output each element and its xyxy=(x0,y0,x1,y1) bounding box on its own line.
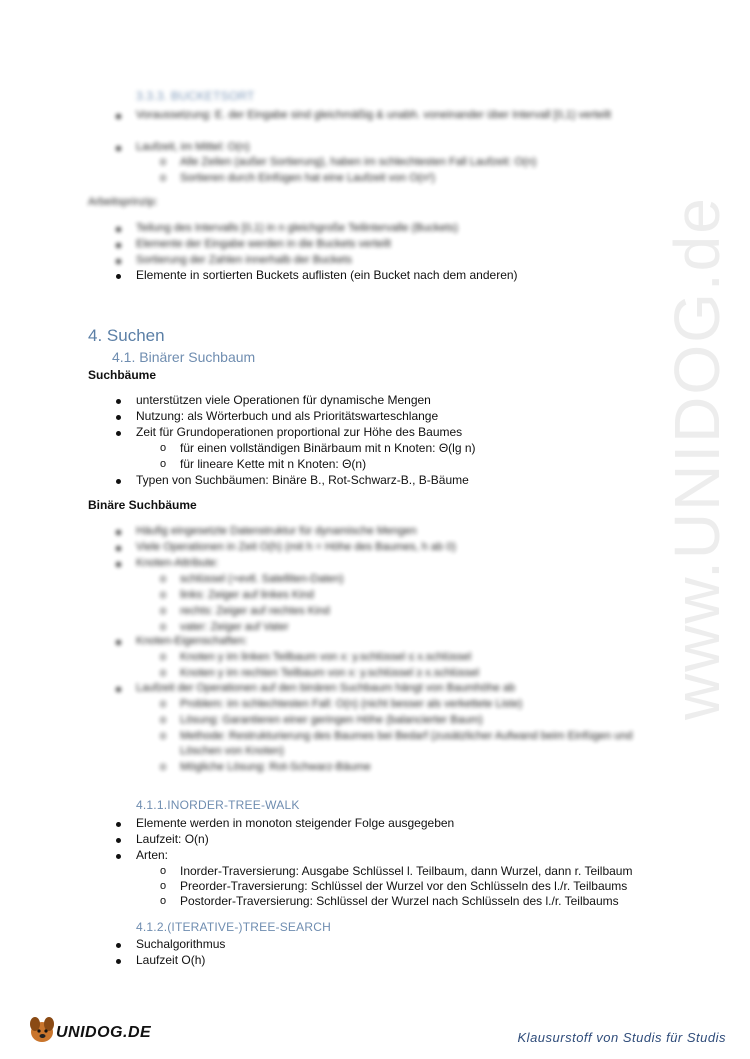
sub-bullet-text: vater: Zeiger auf Vater xyxy=(180,621,289,633)
sub-bullet-text: Mögliche Lösung: Rot-Schwarz-Bäume xyxy=(180,761,371,773)
sub-bullet-text: Methode: Restrukturierung des Baumes bei Bedarf (zusätzlicher Aufwand beim Einfügen und xyxy=(180,730,633,742)
sub-bullet-text-continued: Löschen von Knoten) xyxy=(180,745,284,757)
bullet-text: Nutzung: als Wörterbuch und als Prioritätswarteschlange xyxy=(136,409,439,423)
bullet-dot xyxy=(116,227,121,232)
bullet-text: Arten: xyxy=(136,848,169,862)
bullet-dot xyxy=(116,431,121,436)
bullet-dot xyxy=(116,822,121,827)
bullet-dot xyxy=(116,562,121,567)
sub-bullet-text: links: Zeiger auf linkes Kind xyxy=(180,589,314,601)
sub-bullet-text: Knoten y im linken Teilbaum von x: y.schlüssel ≤ x.schlüssel xyxy=(180,651,472,663)
bullet-dot xyxy=(116,854,121,859)
bucketsort-heading: 3.3.3. BUCKETSORT xyxy=(136,89,255,103)
sub-bullet-text: Inorder-Traversierung: Ausgabe Schlüssel l. Teilbaum, dann Wurzel, dann r. Teilbaum xyxy=(180,864,633,878)
bullet-text: Laufzeit O(h) xyxy=(136,953,206,967)
sub-bullet-circle: o xyxy=(160,880,167,892)
sub-bullet-circle: o xyxy=(160,621,167,633)
sub-bullet-circle: o xyxy=(160,442,167,454)
unidog-logo[interactable] xyxy=(26,1012,166,1048)
subsection-heading-binaerer-suchbaum: 4.1. Binärer Suchbaum xyxy=(112,349,256,365)
sub-bullet-circle: o xyxy=(160,714,167,726)
bullet-dot xyxy=(116,943,121,948)
bullet-dot xyxy=(116,399,121,404)
sub-bullet-text: Alle Zeilen (außer Sortierung), haben im schlechtesten Fall Laufzeit: O(n) xyxy=(180,156,537,168)
dog-icon xyxy=(26,1012,60,1046)
bullet-text: Voraussetzung: E. der Eingabe sind gleichmäßig & unabh. voneinander über Intervall [0,1) verteilt xyxy=(136,109,612,121)
sub-bullet-circle: o xyxy=(160,605,167,617)
bullet-dot xyxy=(116,479,121,484)
sub-bullet-circle: o xyxy=(160,698,167,710)
bullet-dot xyxy=(116,415,121,420)
sub-bullet-circle: o xyxy=(160,895,167,907)
bullet-text: Suchalgorithmus xyxy=(136,937,226,951)
bullet-text: Elemente der Eingabe werden in die Buckets verteilt xyxy=(136,238,391,250)
bullet-text: Teilung des Intervalls [0,1) in n gleichgroße Teilintervalle (Buckets) xyxy=(136,222,459,234)
sub-bullet-circle: o xyxy=(160,573,167,585)
bullet-dot xyxy=(116,274,121,279)
sub-bullet-text: Preorder-Traversierung: Schlüssel der Wurzel vor den Schlüsseln des l./r. Teilbaums xyxy=(180,879,628,893)
sub-bullet-text: Lösung: Garantieren einer geringen Höhe (balancierter Baum) xyxy=(180,714,483,726)
bullet-dot xyxy=(116,243,121,248)
bullet-text: Knoten-Attribute: xyxy=(136,557,219,569)
sub-bullet-text: schlüssel (+evtl. Satelliten-Daten) xyxy=(180,573,344,585)
logo-text: UNIDOG.DE xyxy=(56,1024,152,1041)
bullet-text: Typen von Suchbäumen: Binäre B., Rot-Schwarz-B., B-Bäume xyxy=(136,473,469,487)
sub-bullet-text: Postorder-Traversierung: Schlüssel der Wurzel nach Schlüsseln des l./r. Teilbaums xyxy=(180,894,619,908)
binaere-suchbaeume-label: Binäre Suchbäume xyxy=(88,498,197,512)
inorder-tree-walk-heading: 4.1.1.INORDER-TREE-WALK xyxy=(136,798,300,812)
sub-bullet-circle: o xyxy=(160,865,167,877)
bullet-text: Häufig eingesetzte Datenstruktur für dynamische Mengen xyxy=(136,525,417,537)
sub-bullet-text: rechts: Zeiger auf rechtes Kind xyxy=(180,605,330,617)
section-heading-suchen: 4. Suchen xyxy=(88,326,165,345)
bullet-dot xyxy=(116,546,121,551)
sub-bullet-circle: o xyxy=(160,172,167,184)
bullet-text: Sortierung der Zahlen innerhalb der Buckets xyxy=(136,254,352,266)
sub-bullet-text: Knoten y im rechten Teilbaum von x: y.schlüssel ≥ x.schlüssel xyxy=(180,667,480,679)
bullet-dot xyxy=(116,838,121,843)
tree-search-heading: 4.1.2.(ITERATIVE-)TREE-SEARCH xyxy=(136,920,331,934)
bullet-text: Elemente in sortierten Buckets auflisten (ein Bucket nach dem anderen) xyxy=(136,268,518,282)
footer-tagline: Klausurstoff von Studis für Studis xyxy=(517,1030,726,1045)
sub-bullet-text: für einen vollständigen Binärbaum mit n Knoten: Θ(lg n) xyxy=(180,441,476,455)
bullet-text: Zeit für Grundoperationen proportional zur Höhe des Baumes xyxy=(136,425,463,439)
bullet-dot xyxy=(116,146,121,151)
bullet-text: Laufzeit, im Mittel: O(n) xyxy=(136,141,250,153)
watermark-text: www.UNIDOG.de xyxy=(661,196,733,720)
bullet-text: Elemente werden in monoton steigender Folge ausgegeben xyxy=(136,816,455,830)
sub-bullet-circle: o xyxy=(160,156,167,168)
bullet-text: Laufzeit: O(n) xyxy=(136,832,209,846)
sub-bullet-text: Problem: im schlechtesten Fall: O(n) (nicht besser als verkettete Liste) xyxy=(180,698,523,710)
principle-label: Arbeitsprinzip: xyxy=(88,196,158,208)
sub-bullet-text: Sortieren durch Einfügen hat eine Laufzeit von O(n²) xyxy=(180,172,435,184)
bullet-text: Laufzeit der Operationen auf den binären Suchbaum hängt von Baumhöhe ab xyxy=(136,682,516,694)
bullet-text: Viele Operationen in Zeit O(h) (mit h = Höhe des Baumes, h ab 0) xyxy=(136,541,456,553)
bullet-dot xyxy=(116,687,121,692)
sub-bullet-circle: o xyxy=(160,667,167,679)
bullet-dot xyxy=(116,259,121,264)
bullet-text: Knoten-Eigenschaften: xyxy=(136,635,248,647)
bullet-dot xyxy=(116,530,121,535)
suchbaeume-label: Suchbäume xyxy=(88,368,157,382)
bullet-text: unterstützen viele Operationen für dynamische Mengen xyxy=(136,393,431,407)
sub-bullet-circle: o xyxy=(160,589,167,601)
bullet-dot xyxy=(116,114,121,119)
sub-bullet-circle: o xyxy=(160,761,167,773)
bullet-dot xyxy=(116,959,121,964)
sub-bullet-circle: o xyxy=(160,458,167,470)
sub-bullet-text: für lineare Kette mit n Knoten: Θ(n) xyxy=(180,457,367,471)
sub-bullet-circle: o xyxy=(160,651,167,663)
bullet-dot xyxy=(116,640,121,645)
sub-bullet-circle: o xyxy=(160,730,167,742)
